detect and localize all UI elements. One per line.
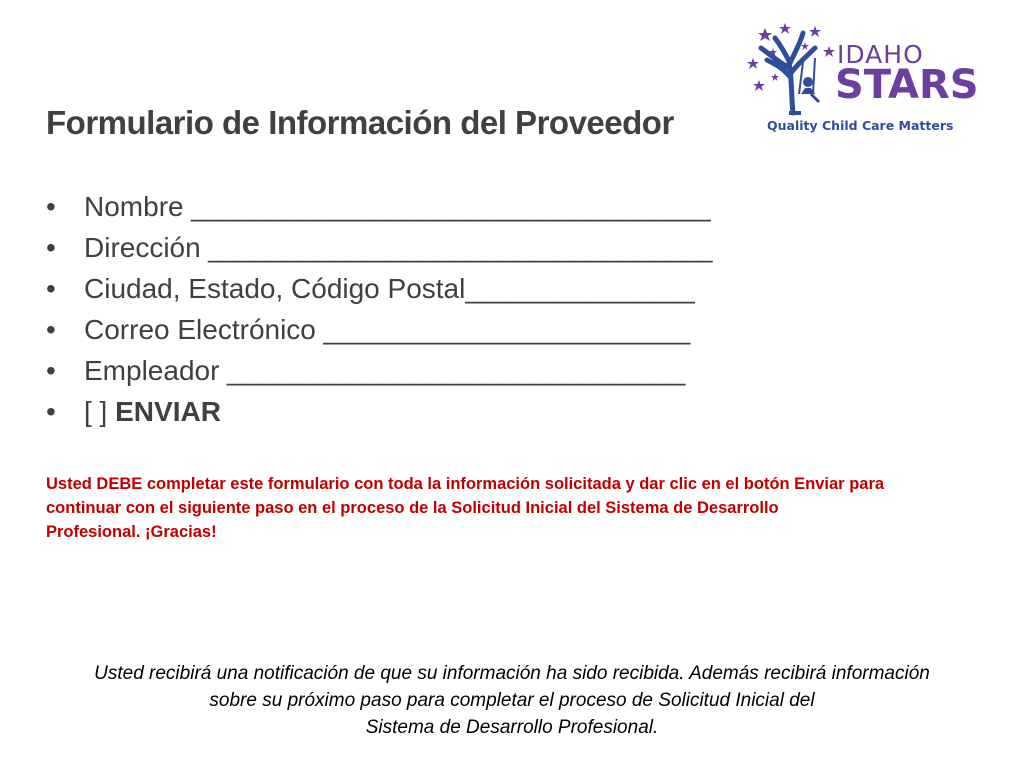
- field-empleador[interactable]: [46, 350, 712, 391]
- form-title: Formulario de Información del Proveedor: [46, 104, 674, 141]
- footer-line: Sistema de Desarrollo Profesional.: [365, 717, 659, 738]
- logo-tagline: Quality Child Care Matters: [767, 118, 954, 133]
- field-ciudad[interactable]: [46, 268, 712, 309]
- field-direccion[interactable]: [46, 227, 712, 268]
- field-nombre[interactable]: [46, 186, 712, 227]
- field-correo-label: Correo Electrónico: [84, 314, 316, 345]
- notice-line: continuar con el siguiente paso en el proceso de la Solicitud Inicial del Sistema de Desarrollo: [46, 499, 779, 517]
- logo-stars-text: STARS: [835, 62, 979, 108]
- required-notice: [46, 472, 946, 544]
- logo-idaho-text: IDAHO: [837, 40, 924, 69]
- notice-line: Profesional. ¡Gracias!: [46, 523, 217, 541]
- field-correo[interactable]: [46, 309, 712, 350]
- submit-button[interactable]: ENVIAR: [115, 396, 221, 427]
- field-nombre-label: Nombre: [84, 191, 184, 222]
- field-empleador-label: Empleador: [84, 355, 220, 386]
- form-fields-list: [46, 186, 712, 432]
- field-correo-input[interactable]: ________________________: [315, 314, 690, 345]
- notice-line: Usted DEBE completar este formulario con toda la información solicitada y dar clic en el botón Enviar para: [46, 475, 885, 493]
- field-ciudad-input[interactable]: _______________: [465, 273, 695, 304]
- submit-item[interactable]: [46, 391, 712, 432]
- field-ciudad-label: Ciudad, Estado, Código Postal: [84, 273, 466, 304]
- footer-line: sobre su próximo paso para completar el proceso de Solicitud Inicial del: [209, 690, 815, 711]
- field-empleador-input[interactable]: ______________________________: [219, 355, 686, 386]
- footer-note: [0, 660, 1024, 741]
- field-nombre-input[interactable]: __________________________________: [183, 191, 711, 222]
- field-direccion-label: Dirección: [84, 232, 201, 263]
- idaho-stars-logo: [745, 18, 980, 140]
- submit-checkbox[interactable]: [ ]: [84, 396, 108, 427]
- tree-logo-icon: [745, 18, 845, 118]
- footer-line: Usted recibirá una notificación de que su información ha sido recibida. Además recibirá información: [94, 663, 930, 684]
- field-direccion-input[interactable]: _________________________________: [200, 232, 713, 263]
